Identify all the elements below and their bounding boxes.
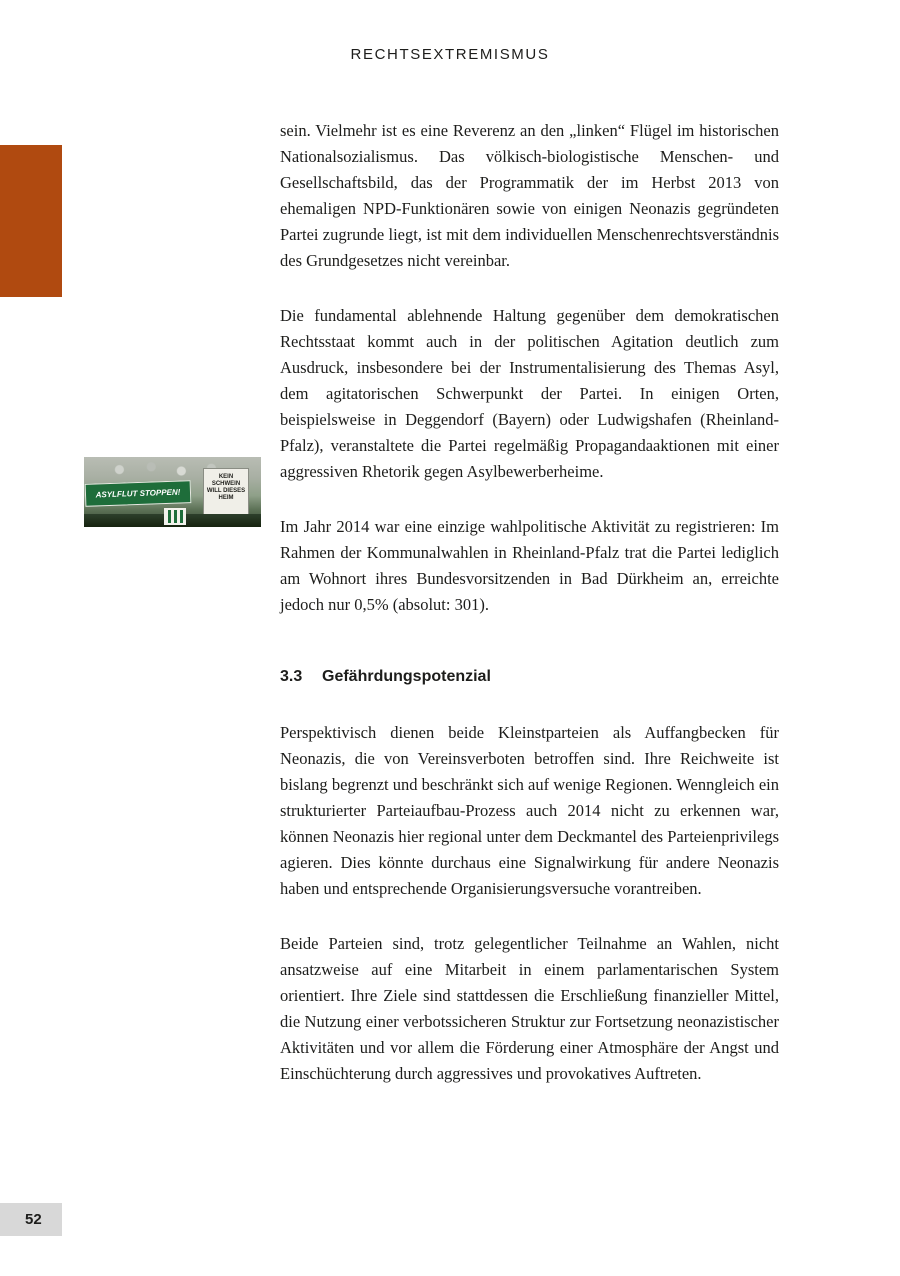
third-way-flag-icon <box>164 508 186 525</box>
section-heading <box>280 666 779 688</box>
page-number-tab <box>0 1203 62 1236</box>
running-head: RECHTSEXTREMISMUS <box>350 46 550 63</box>
protest-photo <box>84 457 261 527</box>
paragraph-4: Perspektivisch dienen beide Kleinstparteien als Auffangbecken für Neonazis, die von Vereinsverboten betroffen sind. Ihre Reichweite ist bislang begrenzt und beschränkt sich auf wenige Regionen. Wenngleich ein strukturierter Parteiaufbau-Prozess auch 2014 nicht zu erkennen war, können Neonazis hier regional unter dem Deckmantel des Parteienprivilegs agieren. Dies könnte durchaus eine Signalwirkung für andere Neonazis haben und entsprechende Organisierungsversuche vorantreiben. <box>280 723 779 898</box>
flag-bar <box>168 510 171 523</box>
paragraph-2: Die fundamental ablehnende Haltung gegenüber dem demokratischen Rechtsstaat kommt auch in der politischen Agitation deutlich zum Ausdruck, insbesondere bei der Instrumentalisierung des Themas Asyl, dem agitatorischen Schwerpunkt der Partei. In einigen Orten, beispielsweise in Deggendorf (Bayern) oder Ludwigshafen (Rheinland-Pfalz), veranstaltete die Partei regelmäßig Propagandaaktionen mit einer aggressiven Rhetorik gegen Asylbewerberheime. <box>280 306 779 481</box>
paragraph-3: Im Jahr 2014 war eine einzige wahlpolitische Aktivität zu registrieren: Im Rahmen der Kommunalwahlen in Rheinland-Pfalz trat die Partei lediglich am Wohnort ihres Bundesvorsitzenden in Bad Dürkheim an, erreichte jedoch nur 0,5% (absolut: 301). <box>280 517 779 614</box>
section-number: 3.3 <box>280 668 303 685</box>
paragraph-5: Beide Parteien sind, trotz gelegentlicher Teilnahme an Wahlen, nicht ansatzweise auf eine Mitarbeit in einem parlamentarischen System orientiert. Ihre Ziele sind stattdessen die Erschließung finanzieller Mittel, die Nutzung einer verbotssicheren Struktur zur Fortsetzung neonazistischer Aktivitäten und vor allem die Förderung einer Atmosphäre der Angst und Einschüchterung durch aggressives und provokatives Auftreten. <box>280 934 779 1083</box>
page-number: 52 <box>25 1211 42 1228</box>
chapter-accent-bar <box>0 145 62 297</box>
flag-bar <box>180 510 183 523</box>
protest-banner: ASYLFLUT STOPPEN! <box>85 480 192 507</box>
paragraph-1: sein. Vielmehr ist es eine Reverenz an den „linken“ Flügel im historischen Nationalsozialismus. Das völkisch-biologistische Menschen- und Gesellschaftsbild, das der Programmatik der im Herbst 2013 von ehemaligen NPD-Funktionären sowie von einigen Neonazis gegründeten Partei zugrunde liegt, ist mit dem individuellen Menschenrechtsverständnis des Grundgesetzes nicht vereinbar. <box>280 121 779 270</box>
section-title: Gefährdungspotenzial <box>322 668 491 685</box>
flag-bar <box>174 510 177 523</box>
protest-sign: KEIN SCHWEIN WILL DIESES HEIM <box>204 469 248 517</box>
body-text-column <box>280 118 779 1116</box>
